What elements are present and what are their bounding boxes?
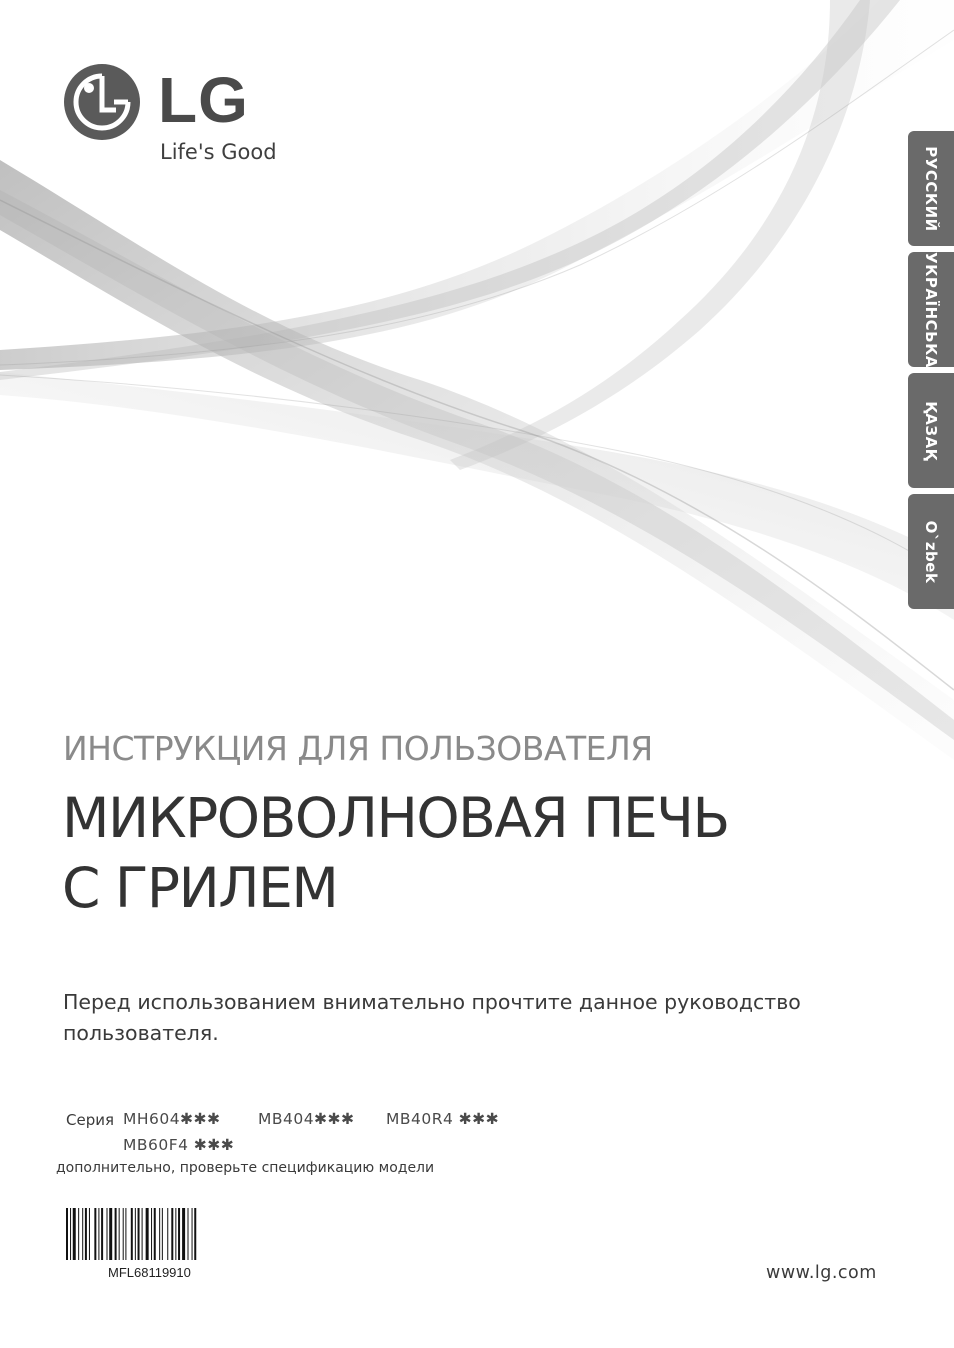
title-line-2: С ГРИЛЕМ xyxy=(62,856,338,920)
language-tab-ukrainian[interactable] xyxy=(908,252,954,367)
series-label: Серия xyxy=(66,1111,114,1129)
website-url: www.lg.com xyxy=(766,1263,877,1283)
lg-face-logo-icon xyxy=(62,62,142,142)
series-note: дополнительно, проверьте спецификацию модели xyxy=(56,1160,435,1176)
document-subtitle: ИНСТРУКЦИЯ ДЛЯ ПОЛЬЗОВАТЕЛЯ xyxy=(63,729,653,768)
model-number: MB404✱✱✱ xyxy=(258,1110,355,1128)
language-tab-russian[interactable] xyxy=(908,131,954,246)
language-tab-label: O`zbek xyxy=(922,520,940,583)
document-title xyxy=(62,786,922,920)
model-number: MB60F4 ✱✱✱ xyxy=(123,1136,235,1154)
language-tab-label: ҚАЗАҚ xyxy=(922,400,940,461)
lg-logo xyxy=(62,62,302,172)
language-tab-label: РУССКИЙ xyxy=(922,145,940,232)
model-number: MH604✱✱✱ xyxy=(123,1110,221,1128)
barcode-icon xyxy=(66,1208,250,1260)
title-line-1: МИКРОВОЛНОВАЯ ПЕЧЬ xyxy=(62,786,729,850)
language-tab-uzbek[interactable] xyxy=(908,494,954,609)
language-tab-kazakh[interactable] xyxy=(908,373,954,488)
read-manual-notice: Перед использованием внимательно прочтите данное руководство пользователя. xyxy=(63,990,801,1045)
model-number: MB40R4 ✱✱✱ xyxy=(386,1110,500,1128)
language-tab-label: УКРАЇНСЬКА xyxy=(922,251,940,368)
lg-wordmark: LG xyxy=(158,64,249,136)
part-number: MFL68119910 xyxy=(108,1265,191,1280)
brand-slogan: Life's Good xyxy=(160,140,277,164)
